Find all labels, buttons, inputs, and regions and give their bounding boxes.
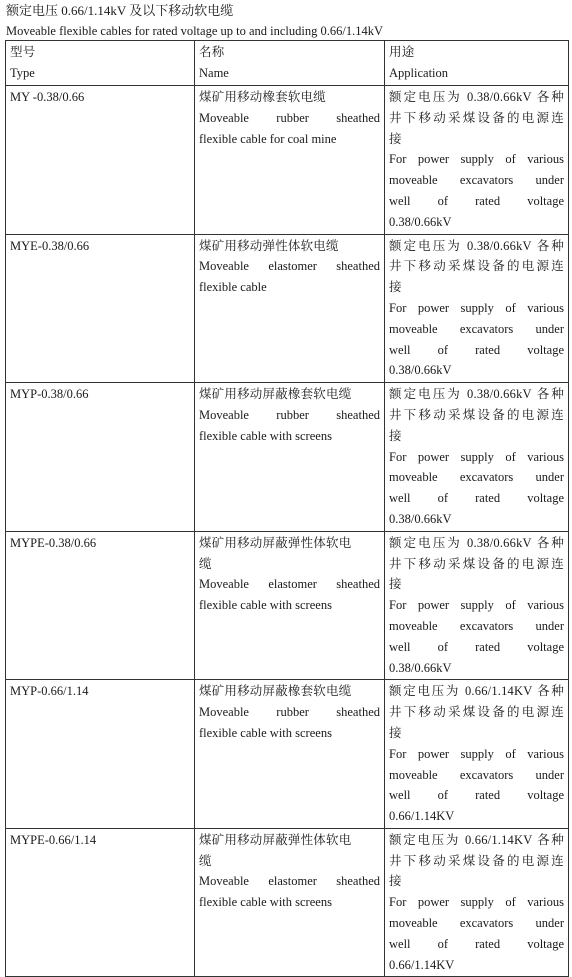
- application-cn-line: 井下移动采煤设备的电源连: [389, 853, 564, 868]
- table-row: [6, 828, 569, 977]
- application-en-line: moveable excavators under: [389, 173, 564, 188]
- type-cell: [6, 680, 195, 829]
- table-row: [6, 680, 569, 829]
- application-en-line: moveable excavators under: [389, 470, 564, 485]
- header-name-cell: [195, 41, 385, 86]
- name-cn-line: 煤矿用移动屏蔽弹性体软电: [199, 535, 352, 550]
- name-en-line: flexible cable for coal mine: [199, 131, 337, 146]
- header-application-en: Application: [389, 65, 449, 80]
- type-value: MYP-0.66/1.14: [10, 684, 89, 699]
- type-value: MYPE-0.66/1.14: [10, 832, 97, 847]
- name-cn-line: 缆: [199, 556, 212, 571]
- type-cell: [6, 383, 195, 532]
- name-cn-line: 煤矿用移动屏蔽橡套软电缆: [199, 684, 352, 699]
- name-cell: [195, 828, 385, 977]
- name-en-line: Moveable elastomer sheathed: [199, 259, 380, 274]
- application-cn-line: 接: [389, 725, 402, 740]
- name-en-line: flexible cable: [199, 280, 267, 295]
- name-en-line: Moveable rubber sheathed: [199, 110, 380, 125]
- type-cell: [6, 531, 195, 680]
- application-cn-line: 接: [389, 428, 402, 443]
- application-cell: [385, 86, 569, 235]
- name-en-line: flexible cable with screens: [199, 725, 332, 740]
- application-en-line: well of rated voltage: [389, 936, 564, 951]
- application-en-line: moveable excavators under: [389, 618, 564, 633]
- name-cell: [195, 383, 385, 532]
- type-cell: [6, 828, 195, 977]
- name-cn-line: 缆: [199, 853, 212, 868]
- application-cell: [385, 383, 569, 532]
- application-cell: [385, 234, 569, 383]
- application-cn-line: 额定电压为 0.66/1.14KV 各种: [389, 684, 564, 699]
- name-en-line: Moveable rubber sheathed: [199, 705, 380, 720]
- table-header-row: [6, 41, 569, 86]
- application-en-line: For power supply of various: [389, 895, 564, 910]
- application-cell: [385, 828, 569, 977]
- application-en-line: moveable excavators under: [389, 916, 564, 931]
- type-value: MYPE-0.38/0.66: [10, 535, 97, 550]
- application-en-line: well of rated voltage: [389, 491, 564, 506]
- application-cn-line: 额定电压为 0.38/0.66kV 各种: [389, 90, 564, 104]
- name-en-line: flexible cable with screens: [199, 428, 332, 443]
- header-application-cell: [385, 41, 569, 86]
- type-cell: [6, 86, 195, 235]
- application-cn-line: 接: [389, 874, 402, 889]
- type-value: MYP-0.38/0.66: [10, 387, 89, 402]
- name-en-line: Moveable elastomer sheathed: [199, 577, 380, 592]
- application-en-line: 0.66/1.14KV: [389, 809, 455, 824]
- application-cn-line: 接: [389, 577, 402, 592]
- application-cn-line: 井下移动采煤设备的电源连: [389, 705, 564, 720]
- application-cn-line: 井下移动采煤设备的电源连: [389, 259, 564, 274]
- application-cn-line: 井下移动采煤设备的电源连: [389, 110, 564, 125]
- name-cn-line: 煤矿用移动屏蔽弹性体软电: [199, 832, 352, 847]
- application-en-line: well of rated voltage: [389, 342, 564, 357]
- application-en-line: 0.38/0.66kV: [389, 363, 452, 378]
- application-en-line: 0.38/0.66kV: [389, 214, 452, 229]
- table-row: [6, 383, 569, 532]
- application-cn-line: 井下移动采煤设备的电源连: [389, 407, 564, 422]
- application-en-line: 0.38/0.66kV: [389, 511, 452, 526]
- name-cn-line: 煤矿用移动屏蔽橡套软电缆: [199, 387, 352, 402]
- application-cn-line: 额定电压为 0.38/0.66kV 各种: [389, 387, 564, 402]
- application-cn-line: 接: [389, 131, 402, 146]
- name-en-line: flexible cable with screens: [199, 598, 332, 613]
- name-en-line: Moveable elastomer sheathed: [199, 874, 380, 889]
- application-cn-line: 额定电压为 0.38/0.66kV 各种: [389, 238, 564, 253]
- application-en-line: For power supply of various: [389, 449, 564, 464]
- application-en-line: well of rated voltage: [389, 639, 564, 654]
- header-type-cn: 型号: [10, 45, 36, 59]
- name-cn-line: 煤矿用移动弹性体软电缆: [199, 238, 339, 253]
- name-cell: [195, 531, 385, 680]
- application-cn-line: 接: [389, 280, 402, 295]
- table-row: [6, 531, 569, 680]
- application-en-line: 0.66/1.14KV: [389, 957, 455, 972]
- application-cn-line: 井下移动采煤设备的电源连: [389, 556, 564, 571]
- name-en-line: flexible cable with screens: [199, 895, 332, 910]
- application-cell: [385, 680, 569, 829]
- title-english: Moveable flexible cables for rated voltage up to and including 0.66/1.14kV: [6, 24, 383, 38]
- application-cell: [385, 531, 569, 680]
- name-cell: [195, 86, 385, 235]
- title-chinese: 额定电压 0.66/1.14kV 及以下移动软电缆: [6, 3, 234, 18]
- application-en-line: For power supply of various: [389, 746, 564, 761]
- application-en-line: For power supply of various: [389, 152, 564, 167]
- header-application-cn: 用途: [389, 45, 415, 59]
- application-en-line: moveable excavators under: [389, 321, 564, 336]
- type-value: MY -0.38/0.66: [10, 90, 85, 104]
- header-type-cell: [6, 41, 195, 86]
- name-en-line: Moveable rubber sheathed: [199, 407, 380, 422]
- type-value: MYE-0.38/0.66: [10, 238, 90, 253]
- name-cell: [195, 234, 385, 383]
- header-name-cn: 名称: [199, 45, 225, 59]
- name-cn-line: 煤矿用移动橡套软电缆: [199, 90, 327, 104]
- cable-spec-table: [5, 40, 569, 977]
- header-type-en: Type: [10, 65, 35, 80]
- application-en-line: For power supply of various: [389, 300, 564, 315]
- header-name-en: Name: [199, 65, 229, 80]
- application-en-line: For power supply of various: [389, 598, 564, 613]
- application-en-line: well of rated voltage: [389, 788, 564, 803]
- application-en-line: moveable excavators under: [389, 767, 564, 782]
- name-cell: [195, 680, 385, 829]
- table-row: [6, 234, 569, 383]
- table-row: [6, 86, 569, 235]
- application-cn-line: 额定电压为 0.38/0.66kV 各种: [389, 535, 564, 550]
- application-en-line: well of rated voltage: [389, 193, 564, 208]
- application-cn-line: 额定电压为 0.66/1.14KV 各种: [389, 832, 564, 847]
- type-cell: [6, 234, 195, 383]
- application-en-line: 0.38/0.66kV: [389, 660, 452, 675]
